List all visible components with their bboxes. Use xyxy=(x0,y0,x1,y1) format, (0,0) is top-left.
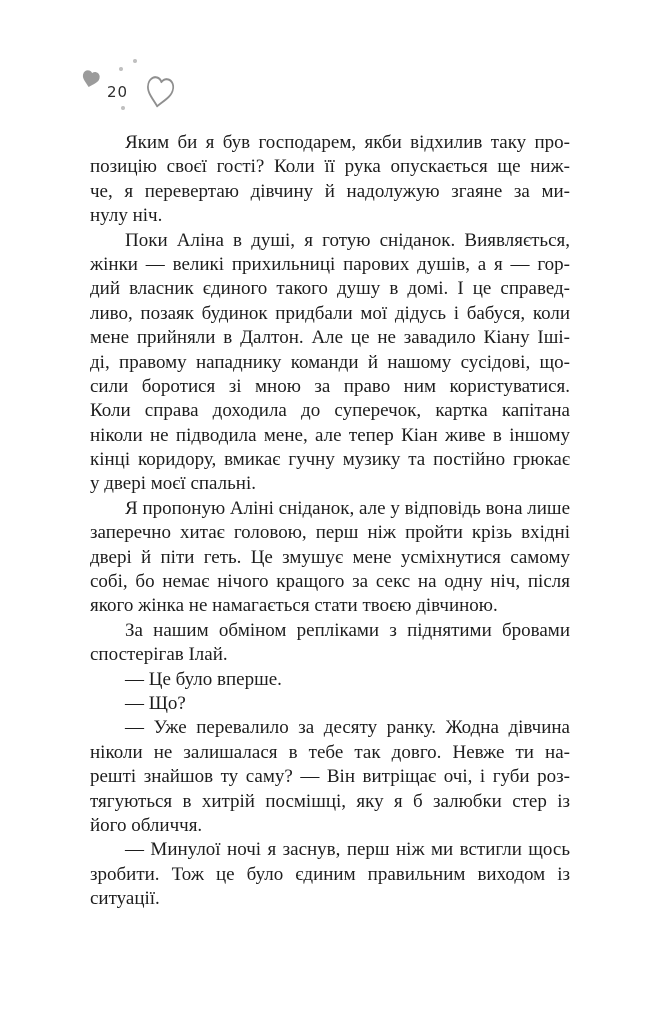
paragraph xyxy=(90,668,570,692)
text-line: ді, правому нападнику команди й нашому сусідові, що- xyxy=(90,351,570,373)
filled-heart-icon xyxy=(80,69,101,90)
dot-decoration xyxy=(119,67,123,71)
text-block xyxy=(90,131,570,912)
page-number: 20 xyxy=(107,83,129,101)
dot-decoration xyxy=(133,59,137,63)
text-line: заперечно хитає головою, перш ніж пройти крізь вхідні xyxy=(90,522,570,544)
paragraph xyxy=(90,131,570,229)
text-line: позицію своєї гості? Коли її рука опускається ще ниж- xyxy=(90,156,570,178)
text-line: Я пропоную Аліні сніданок, але у відповідь вона лише xyxy=(125,497,570,519)
text-line: тягуються в хитрій посмішці, яку я б залюбки стер із xyxy=(90,790,570,812)
text-line: Коли справа доходила до суперечок, картка капітана xyxy=(90,400,570,422)
text-line: — Що? xyxy=(125,692,186,714)
text-line: якого жінка не намагається стати твоєю дівчиною. xyxy=(90,595,498,617)
text-line: двері й піти геть. Це змушує мене усміхнутися самому xyxy=(90,546,570,568)
dot-decoration xyxy=(121,106,125,110)
text-line: у двері моєї спальні. xyxy=(90,473,256,495)
text-line: мене прийняли в Далтон. Але це не завадило Кіану Іші- xyxy=(90,327,570,349)
paragraph xyxy=(90,229,570,497)
text-line: спостерігав Ілай. xyxy=(90,644,228,666)
text-line: ніколи не залишалася в тебе так довго. Невже ти на- xyxy=(90,741,570,763)
filled-heart-shape xyxy=(80,69,100,89)
text-line: За нашим обміном репліками з піднятими бровами xyxy=(125,619,570,641)
text-line: його обличчя. xyxy=(90,814,203,836)
text-line: — Це було вперше. xyxy=(125,668,282,690)
text-line: собі, бо немає нічого кращого за секс на одну ніч, після xyxy=(90,571,570,593)
text-line: сили боротися зі мною за право ним користуватися. xyxy=(90,375,570,397)
text-line: че, я перевертаю дівчину й надолужую згаяне за ми- xyxy=(90,180,570,202)
text-line: дий власник єдиного такого душу в домі. І це справед- xyxy=(90,278,570,300)
text-line: ніколи не підводила мене, але тепер Кіан живе в іншому xyxy=(90,424,570,446)
text-line: Яким би я був господарем, якби відхилив таку про- xyxy=(125,132,570,153)
text-line: ситуації. xyxy=(90,888,160,910)
paragraph xyxy=(90,692,570,716)
paragraph xyxy=(90,497,570,619)
text-line: зробити. Тож це було єдиним правильним виходом із xyxy=(90,863,570,885)
paragraph xyxy=(90,716,570,838)
text-line: Поки Аліна в душі, я готую сніданок. Виявляється, xyxy=(125,229,570,251)
text-line: ливо, позаяк будинок придбали мої дідусь і бабуся, коли xyxy=(90,302,570,324)
outline-heart-icon xyxy=(143,75,175,111)
text-line: нулу ніч. xyxy=(90,205,163,227)
paragraph xyxy=(90,838,570,911)
paragraph xyxy=(90,619,570,668)
outline-heart-shape xyxy=(145,76,175,108)
text-line: жінки — великі прихильниці парових душів, а я — гор- xyxy=(90,253,570,275)
text-line: решті знайшов ту саму? — Він витріщає очі, і губи роз- xyxy=(90,766,570,788)
text-line: кінці коридору, вмикає гучну музику та постійно грюкає xyxy=(90,449,570,471)
text-line: — Минулої ночі я заснув, перш ніж ми встигли щось xyxy=(125,839,570,861)
text-line: — Уже перевалило за десяту ранку. Жодна дівчина xyxy=(125,717,570,739)
